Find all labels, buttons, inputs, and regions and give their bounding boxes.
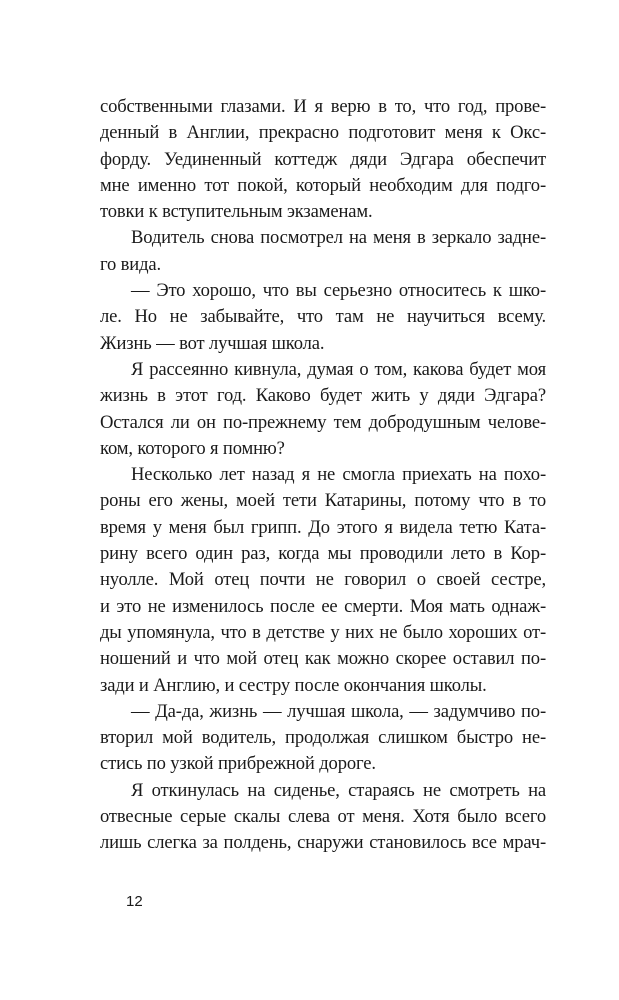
text-line: ком, которого я помню? bbox=[100, 437, 285, 459]
text-line: лишь слегка за полдень, снаружи становилось все мрач- bbox=[100, 832, 546, 854]
text-line: го вида. bbox=[100, 253, 161, 275]
text-line: роны его жены, моей тети Катарины, потому что в то bbox=[100, 490, 546, 512]
text-line: жизнь в этот год. Каково будет жить у дяди Эдгара? bbox=[100, 385, 546, 407]
text-line: рину всего один раз, когда мы проводили лето в Кор- bbox=[100, 543, 546, 565]
text-line: Остался ли он по-прежнему тем добродушным челове- bbox=[100, 411, 546, 433]
paragraph-start-line: Я откинулась на сиденье, стараясь не смотреть на bbox=[131, 779, 546, 801]
page-number: 12 bbox=[126, 893, 143, 910]
text-line: Жизнь — вот лучшая школа. bbox=[100, 332, 325, 354]
text-line: стись по узкой прибрежной дороге. bbox=[100, 753, 376, 775]
text-line: ле. Но не забывайте, что там не научиться всему. bbox=[100, 306, 546, 328]
text-line: ды упомянула, что в детстве у них не было хороших от- bbox=[100, 621, 546, 643]
paragraph-start-line: Я рассеянно кивнула, думая о том, какова будет моя bbox=[131, 358, 546, 380]
text-line: отвесные серые скалы слева от меня. Хотя было всего bbox=[100, 806, 546, 828]
text-line: форду. Уединенный коттедж дяди Эдгара обеспечит bbox=[100, 148, 546, 170]
paragraph-start-line: Водитель снова посмотрел на меня в зеркало задне- bbox=[131, 227, 546, 249]
text-line: денный в Англии, прекрасно подготовит меня к Окс- bbox=[100, 122, 546, 144]
text-line: ношений и что мой отец как можно скорее оставил по- bbox=[100, 648, 546, 670]
text-line: нуолле. Мой отец почти не говорил о своей сестре, bbox=[100, 569, 546, 591]
text-line: вторил мой водитель, продолжая слишком быстро не- bbox=[100, 727, 546, 749]
text-line: и это не изменилось после ее смерти. Моя мать однаж- bbox=[100, 595, 546, 617]
text-line: зади и Англию, и сестру после окончания школы. bbox=[100, 674, 487, 696]
text-line: мне именно тот покой, который необходим для подго- bbox=[100, 174, 546, 196]
text-line: время у меня был грипп. До этого я видела тетю Ката- bbox=[100, 516, 546, 538]
text-line: товки к вступительным экзаменам. bbox=[100, 201, 373, 223]
paragraph-start-line: — Да-да, жизнь — лучшая школа, — задумчиво по- bbox=[131, 700, 546, 722]
paragraph-start-line: Несколько лет назад я не смогла приехать на похо- bbox=[131, 464, 546, 486]
body-text bbox=[100, 94, 546, 857]
paragraph-start-line: — Это хорошо, что вы серьезно относитесь к шко- bbox=[131, 280, 546, 302]
text-line: собственными глазами. И я верю в то, что год, прове- bbox=[100, 96, 546, 117]
